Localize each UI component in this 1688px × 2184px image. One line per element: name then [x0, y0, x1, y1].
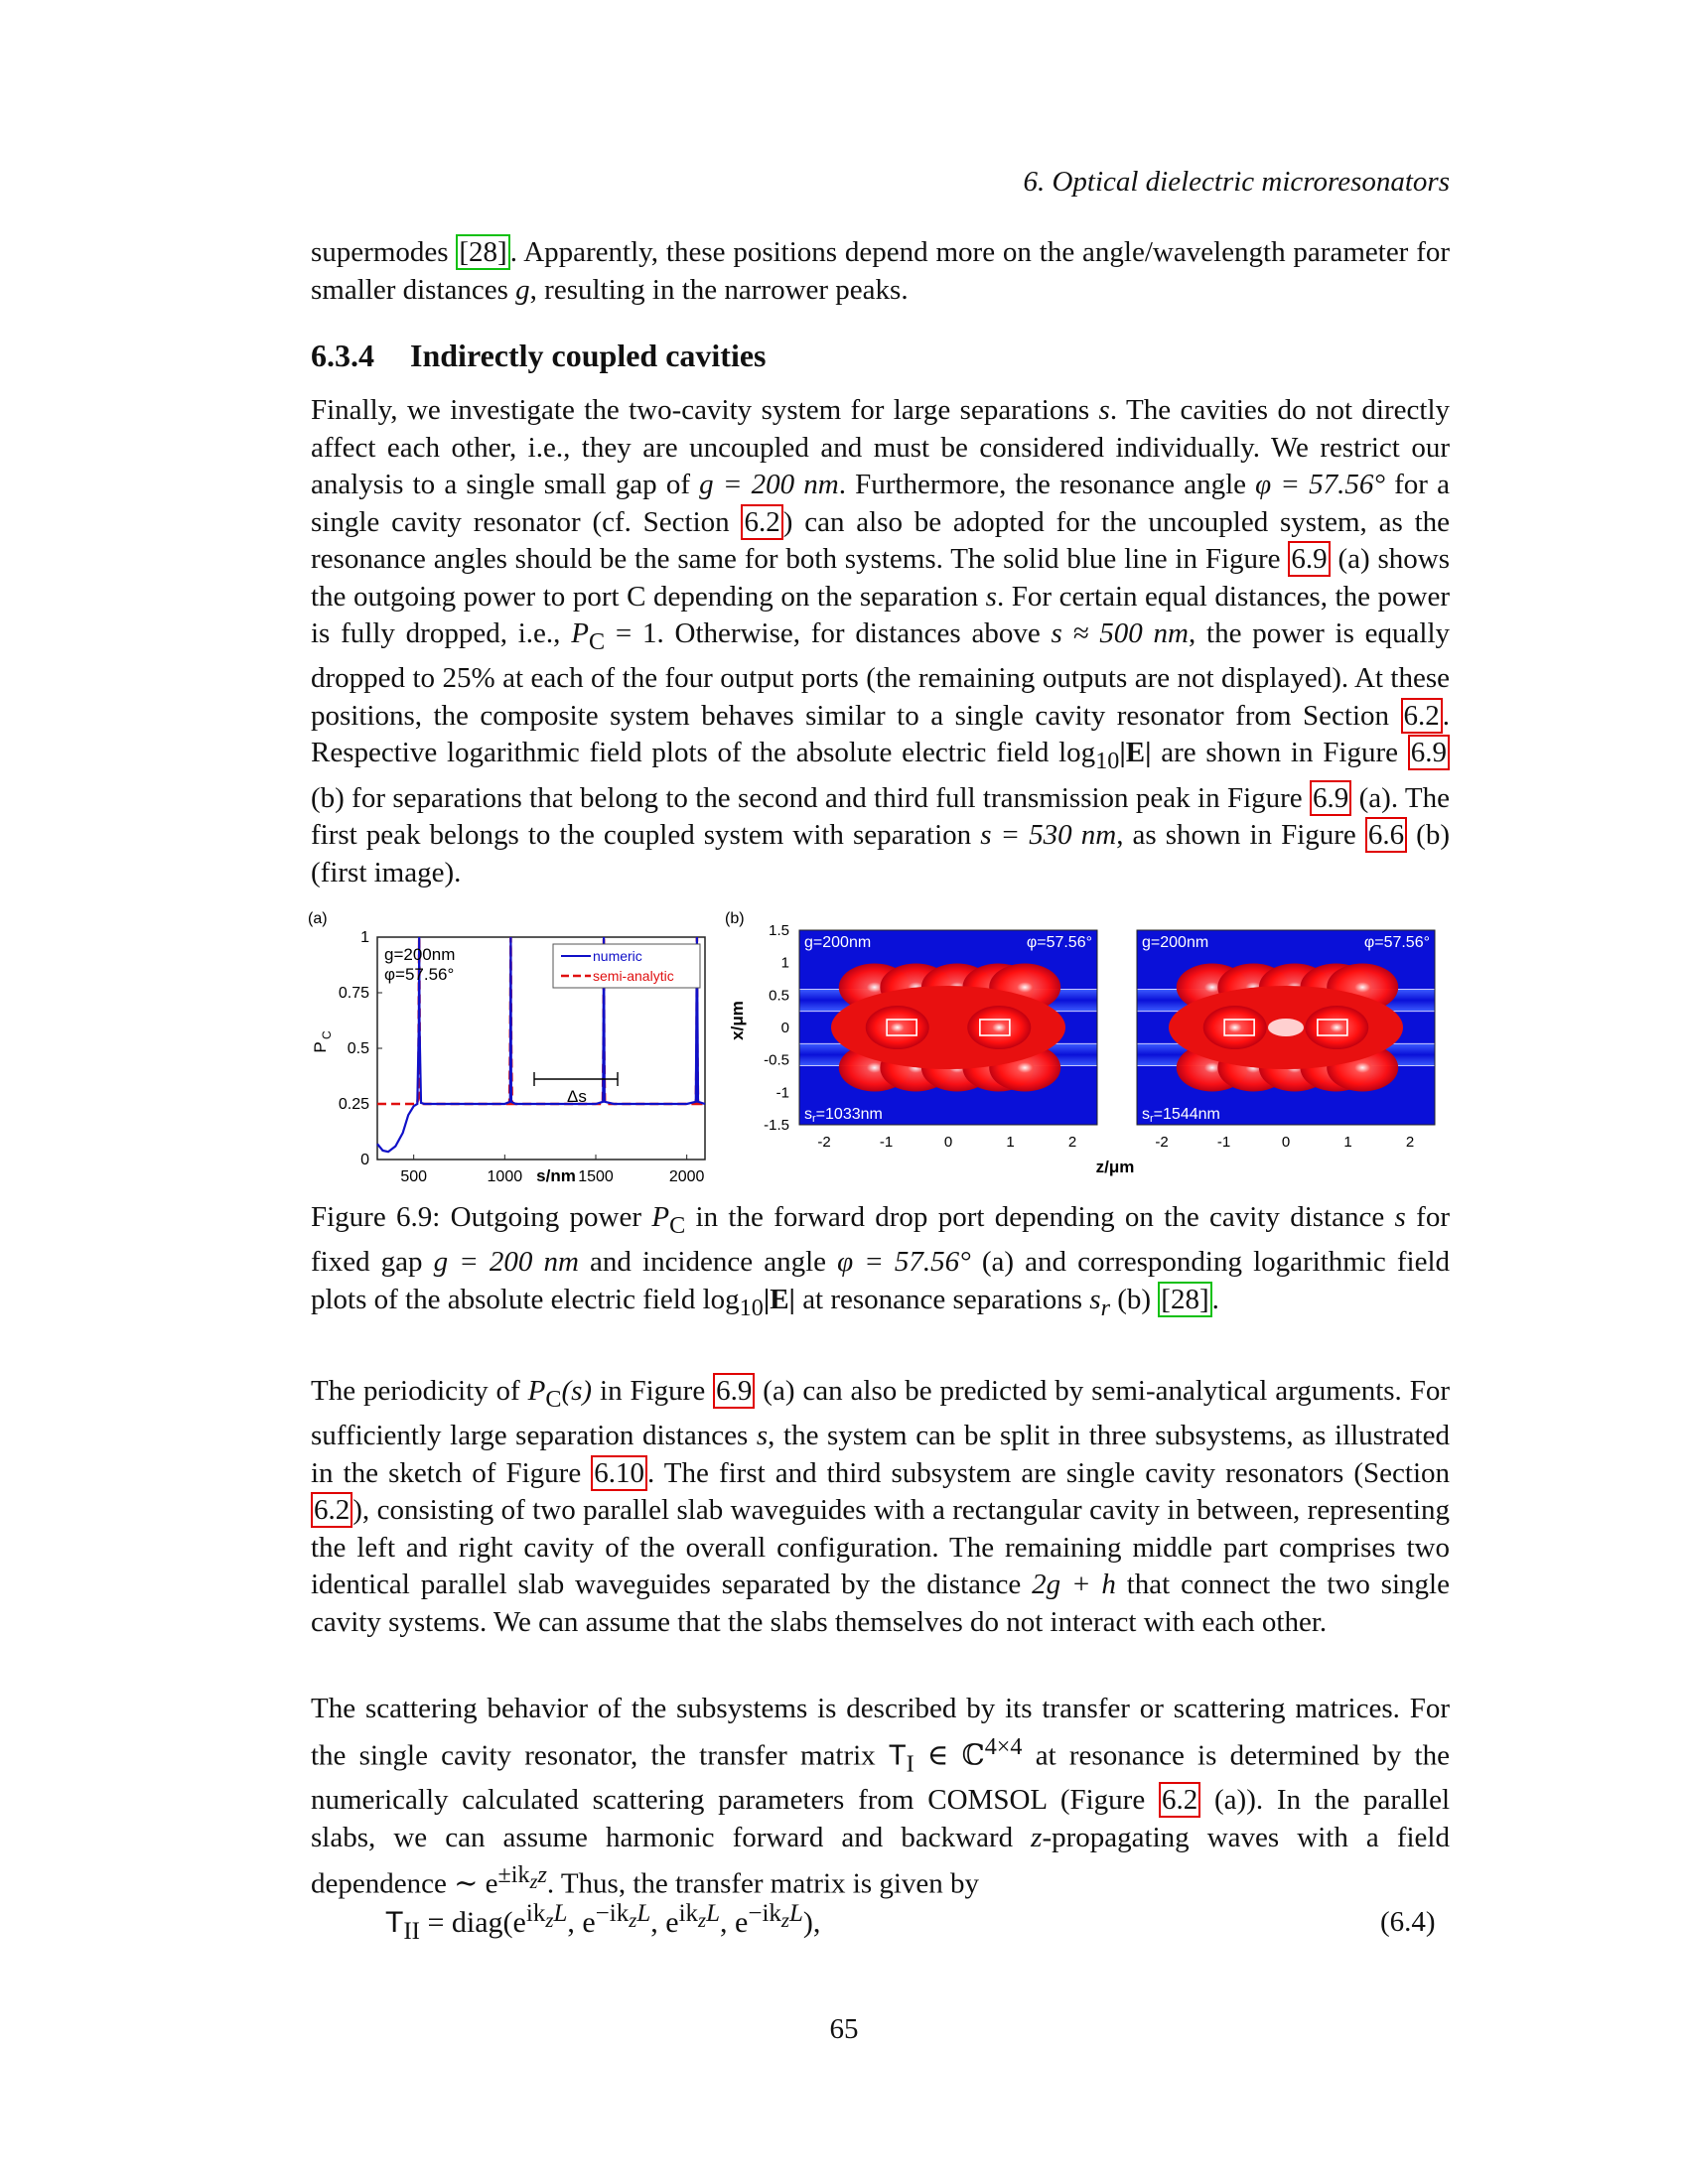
math-expr: s = 530 nm [980, 819, 1117, 852]
text-run: and incidence angle [578, 1246, 838, 1279]
plot-b-xlabel: z/μm [1095, 1158, 1135, 1176]
plot-b-x-axis [817, 1134, 1414, 1151]
field-y-tick-label: 1 [780, 954, 789, 972]
text-run: . Furthermore, the resonance angle [838, 469, 1256, 500]
eq-exp-text: ik [525, 1900, 546, 1927]
text-run: Finally, we investigate the two-cavity system for large separations [311, 394, 1099, 426]
x-tick-label: 500 [400, 1168, 428, 1185]
eq-exponent [595, 1900, 651, 1932]
field-x-tick-label: -1 [1216, 1134, 1231, 1151]
paragraph-main [311, 392, 1450, 891]
figure-6-9 [303, 898, 1455, 1186]
field-separation-label: sr=1544nm [1142, 1106, 1220, 1125]
x-tick-label: 1500 [578, 1168, 614, 1185]
text-run: (a). The first peak belongs to the coupled system with separation [311, 781, 1451, 852]
text-run: that connect the two single cavity systems. We can assume that the slabs themselves do not interact with each other. [311, 1569, 1450, 1638]
math-expr: s ≈ 500 nm [1051, 617, 1189, 649]
field-separation-label: sr=1033nm [804, 1106, 883, 1125]
figure-link-6-9[interactable]: 6.9 [1408, 735, 1450, 770]
figure-link-6-9[interactable]: 6.9 [713, 1373, 755, 1409]
field-x-tick-label: 2 [1067, 1134, 1077, 1151]
page-number: 65 [829, 2013, 859, 2045]
text-run: (a) shows the outgoing power to port C depending on the separation [311, 543, 1450, 613]
math-sub: r [1100, 1294, 1110, 1321]
math-sup [497, 1861, 547, 1894]
field-gap-label: g=200nm [1142, 934, 1209, 951]
text-run: . Apparently, these positions depend more on the angle/wavelength parameter for smaller distances [311, 236, 1451, 306]
x-tick-label: 1000 [487, 1168, 523, 1185]
delta-s-label: Δs [567, 1087, 587, 1106]
math-var: s [1089, 1283, 1101, 1315]
plot-a-angle-annotation: φ=57.56° [384, 965, 455, 984]
eq-exponent [748, 1900, 803, 1932]
x-tick-label: 2000 [668, 1168, 705, 1185]
y-tick-label: 1 [360, 929, 369, 946]
eq-exp-text: L [636, 1900, 651, 1927]
text-run: The periodicity of [311, 1375, 528, 1407]
math-expr: (s) [561, 1375, 593, 1407]
math-var: P [527, 1375, 546, 1407]
text-run: , resulting in the narrower peaks. [529, 273, 909, 306]
figure-link-6-2[interactable]: 6.2 [1159, 1782, 1200, 1818]
equation-6-4 [385, 1900, 820, 1946]
math-expr: ∈ ℂ [914, 1739, 985, 1772]
figure-caption [311, 1199, 1450, 1326]
math-var: z [1031, 1821, 1043, 1853]
section-heading [311, 338, 767, 374]
field-plot-1 [799, 930, 1097, 1125]
field-x-tick-label: -1 [879, 1134, 894, 1151]
text-run: for a single cavity resonator (cf. Section [311, 469, 1451, 538]
text-run: . Respective logarithmic field plots of the absolute electric field log [311, 699, 1450, 769]
panel-a-label: (a) [308, 910, 328, 927]
eq-operator: = diag( [419, 1906, 513, 1939]
text-run: supermodes [311, 236, 457, 268]
math-var: s [756, 1420, 769, 1452]
text-run: (b) (first image). [311, 819, 1450, 888]
math-sub: z [529, 1871, 538, 1894]
field-y-tick-label: -0.5 [764, 1051, 789, 1069]
field-plots [799, 930, 1435, 1125]
plot-a-xlabel: s/nm [536, 1166, 576, 1185]
eq-exp-text: −ik [595, 1900, 630, 1927]
text-run: at resonance is determined by the numerically calculated scattering parameters from COMSOL (Figure [311, 1739, 1450, 1817]
eq-exp-text: L [706, 1900, 721, 1927]
field-plot-2 [1137, 930, 1435, 1125]
field-angle-label: φ=57.56° [1026, 934, 1092, 951]
plot-a-legend [553, 944, 700, 988]
text-run: (a) can also be predicted by semi-analytical arguments. For sufficiently large separation distances [311, 1375, 1451, 1452]
math-var: s [1098, 394, 1110, 426]
eq-lhs-sub: II [403, 1918, 420, 1945]
text-run: for fixed gap [311, 1201, 1450, 1279]
citation-link-28[interactable]: [28] [456, 234, 509, 270]
figure-link-6-6[interactable]: 6.6 [1365, 817, 1407, 853]
field-x-tick-label: 2 [1405, 1134, 1415, 1151]
plot-b-y-axis [764, 922, 789, 1134]
eq-close: ), [802, 1906, 821, 1939]
eq-exp-sub: z [545, 1908, 554, 1932]
math-expr: g = 200 nm [699, 469, 839, 500]
text-run: Figure 6.9: Outgoing power [311, 1201, 652, 1233]
text-run: , the power is equally dropped to 25% at each of the four output ports (the remaining outputs are not displayed). At these positions, the composite system behaves similar to a single cavity resonator from Section [311, 617, 1450, 732]
eq-term: e [735, 1906, 749, 1939]
plot-a-ylabel-text: P [311, 1041, 330, 1053]
text-run: (a) and corresponding logarithmic field plots of the absolute electric field log [311, 1246, 1450, 1315]
eq-exp-text: L [553, 1900, 568, 1927]
text-run: . For certain equal distances, the power is fully dropped, i.e., [311, 580, 1450, 649]
text-run: (b) for separations that belong to the second and third full transmission peak in Figure [311, 781, 1311, 814]
eq-term: e [665, 1906, 679, 1939]
text-run: , the system can be split in three subsystems, as illustrated in the sketch of Figure [311, 1420, 1450, 1489]
plot-a [311, 929, 705, 1185]
eq-exp-text: L [789, 1900, 803, 1927]
y-tick-label: 0 [360, 1152, 369, 1168]
eq-exp-sub: z [698, 1908, 707, 1932]
math-sub: I [906, 1749, 914, 1777]
plot-b-ylabel-text: x/μm [728, 1001, 747, 1040]
eq-sep: , [720, 1906, 736, 1939]
citation-link-28[interactable]: [28] [1158, 1282, 1211, 1317]
field-lobe [1203, 1006, 1267, 1049]
field-center-hotspot [1268, 1019, 1304, 1036]
field-x-tick-label: 1 [1006, 1134, 1015, 1151]
field-y-tick-label: 0.5 [769, 987, 789, 1005]
eq-sep: , [567, 1906, 583, 1939]
figure-link-6-9[interactable]: 6.9 [1288, 541, 1330, 577]
math-sup-text: ±ik [497, 1861, 530, 1889]
section-link-6-2[interactable]: 6.2 [1401, 698, 1443, 734]
figure-link-6-9[interactable]: 6.9 [1310, 780, 1351, 816]
field-lobe [866, 1006, 929, 1049]
text-run: . Otherwise, for distances above [656, 617, 1052, 649]
math-var: P [651, 1201, 670, 1233]
field-gap-label: g=200nm [804, 934, 872, 951]
math-expr: φ = 57.56° [837, 1246, 971, 1279]
y-tick-label: 0.75 [338, 985, 369, 1002]
y-tick-label: 0.5 [347, 1040, 369, 1057]
field-angle-label: φ=57.56° [1363, 934, 1430, 951]
paragraph-intro [311, 234, 1450, 309]
text-run: -propagating waves with a field dependence ∼ e [311, 1821, 1450, 1901]
text-run: The scattering behavior of the subsystems is described by its transfer or scattering matrices. For the single cavity resonator, the transfer matrix [311, 1693, 1450, 1772]
paragraph-scattering [311, 1691, 1450, 1904]
eq-lhs: T [385, 1906, 404, 1939]
math-sup: 4×4 [984, 1732, 1023, 1760]
math-sup-text: z [537, 1861, 547, 1889]
math-expr: = 1 [605, 617, 657, 649]
field-y-tick-label: -1.5 [764, 1117, 789, 1134]
equation-number: (6.4) [1380, 1906, 1436, 1938]
section-number: 6.3.4 [311, 338, 374, 373]
text-run: . Thus, the transfer matrix is given by [546, 1868, 980, 1901]
figure-link-6-10[interactable]: 6.10 [591, 1455, 647, 1491]
paragraph-periodicity [311, 1373, 1450, 1641]
math-sub: C [669, 1211, 686, 1239]
text-run: (a)). In the parallel slabs, we can assume harmonic forward and backward [311, 1784, 1450, 1853]
eq-exponent [525, 1900, 568, 1932]
text-run: are shown in Figure [1151, 737, 1408, 769]
panel-b-label: (b) [725, 910, 745, 927]
field-lobe [967, 1006, 1031, 1049]
field-x-tick-label: -2 [1155, 1134, 1169, 1151]
text-run: in the forward drop port depending on the cavity distance [685, 1201, 1395, 1233]
text-run: (b) [1109, 1283, 1159, 1315]
eq-term: e [582, 1906, 596, 1939]
legend-semi-analytic: semi-analytic [593, 968, 674, 984]
eq-exp-sub: z [780, 1908, 790, 1932]
math-sub: C [545, 1385, 562, 1413]
eq-term: e [512, 1906, 526, 1939]
eq-sep: , [650, 1906, 666, 1939]
math-expr: φ = 57.56° [1255, 469, 1385, 500]
eq-exponent [678, 1900, 721, 1932]
math-expr: g = 200 nm [433, 1246, 579, 1279]
eq-exp-text: ik [678, 1900, 699, 1927]
field-y-tick-label: 0 [780, 1020, 789, 1036]
text-run: . [1211, 1283, 1219, 1315]
eq-exp-sub: z [629, 1908, 637, 1932]
math-expr: |E| [1119, 737, 1152, 769]
legend-numeric: numeric [593, 948, 642, 964]
math-expr: |E| [763, 1283, 795, 1315]
field-x-tick-label: -2 [817, 1134, 831, 1151]
field-y-tick-label: 1.5 [769, 922, 789, 939]
text-run: . The first and third subsystem are single cavity resonators (Section [647, 1456, 1451, 1489]
math-var: s [1394, 1201, 1406, 1233]
text-run: at resonance separations [794, 1283, 1090, 1315]
text-run: , as shown in Figure [1116, 819, 1365, 852]
running-header: 6. Optical dielectric microresonators [1023, 166, 1450, 198]
math-sub: 10 [1095, 748, 1120, 775]
math-sub: C [588, 627, 606, 655]
section-title: Indirectly coupled cavities [410, 338, 767, 373]
field-x-tick-label: 1 [1343, 1134, 1352, 1151]
plot-a-y-axis [339, 929, 382, 1168]
text-run: ), consisting of two parallel slab waveguides with a rectangular cavity in between, representing the left and right cavity of the overall configuration. The remaining middle part comprises two identical parallel slab waveguides separated by the distance [311, 1494, 1450, 1601]
field-y-tick-label: -1 [775, 1084, 789, 1102]
math-sub: 10 [739, 1294, 764, 1321]
plot-a-gap-annotation: g=200nm [384, 945, 456, 964]
eq-exp-text: −ik [748, 1900, 781, 1927]
math-var: g [515, 273, 530, 306]
plot-a-ylabel-sub: C [320, 1030, 334, 1039]
field-lobe [1305, 1006, 1368, 1049]
text-run: . The cavities do not directly affect each other, i.e., they are uncoupled and must be considered individually. We restrict our analysis to a single small gap of [311, 394, 1450, 500]
math-expr: 2g + h [1032, 1569, 1116, 1601]
math-var: P [571, 617, 589, 649]
field-x-tick-label: 0 [1281, 1134, 1291, 1151]
section-link-6-2[interactable]: 6.2 [741, 504, 782, 540]
y-tick-label: 0.25 [338, 1096, 369, 1113]
field-x-tick-label: 0 [943, 1134, 953, 1151]
text-run: in Figure [592, 1375, 714, 1407]
section-link-6-2[interactable]: 6.2 [311, 1492, 352, 1528]
text-run: ) can also be adopted for the uncoupled system, as the resonance angles should be the same for both systems. The solid blue line in Figure [311, 505, 1450, 575]
math-var: s [985, 580, 997, 613]
plot-a-ylabel [311, 1030, 334, 1053]
plot-b-ylabel [728, 1001, 747, 1040]
math-var: T [888, 1739, 907, 1772]
